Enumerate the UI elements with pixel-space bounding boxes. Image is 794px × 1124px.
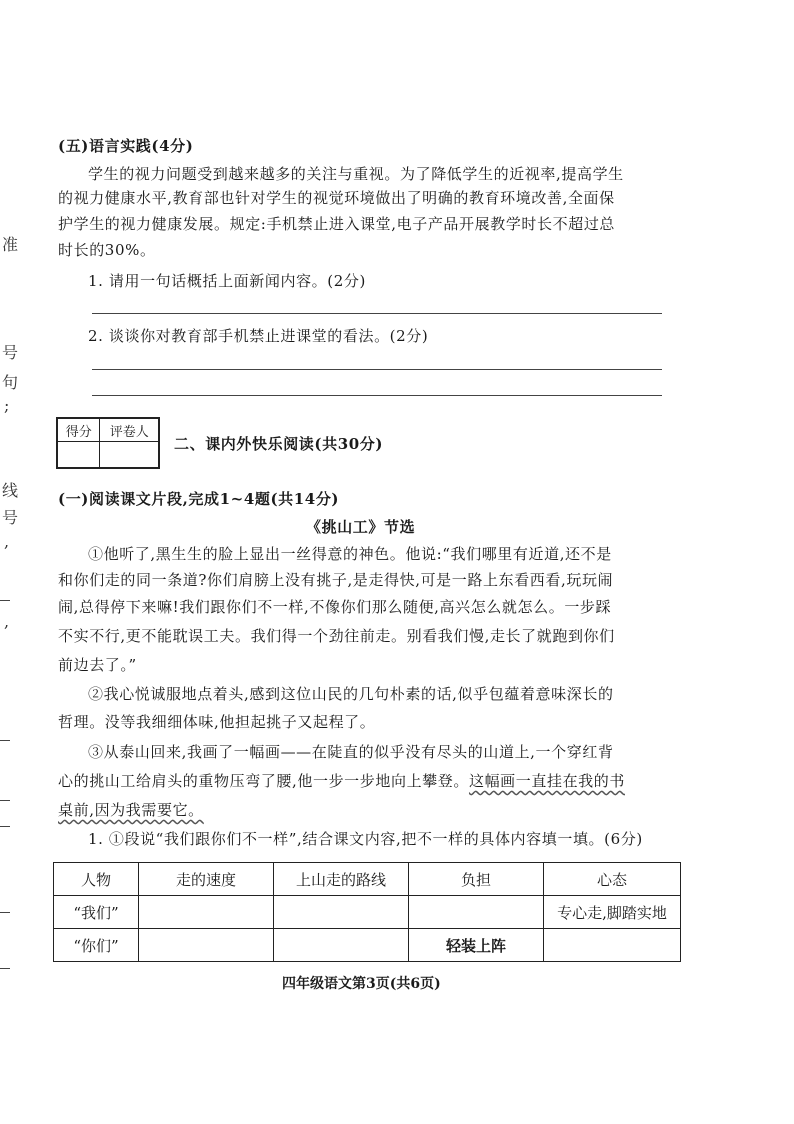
- passage-line: 的视力健康水平,教育部也针对学生的视觉环境做出了明确的教育环境改善,全面保: [58, 189, 615, 207]
- score-cell[interactable]: [58, 442, 100, 468]
- score-label: 得分: [58, 419, 100, 442]
- text-title: 《挑山工》节选: [306, 518, 416, 536]
- fill-in-table: [53, 862, 681, 962]
- subsection-title: (一)阅读课文片段,完成1~4题(共14分): [58, 490, 340, 508]
- margin-mark: 句: [2, 373, 19, 392]
- section-title: (五)语言实践(4分): [58, 137, 194, 155]
- table-cell: 专心走,脚踏实地: [544, 896, 681, 929]
- table-cell[interactable]: [544, 929, 681, 962]
- table-header: 负担: [409, 863, 544, 896]
- answer-line[interactable]: [92, 313, 662, 314]
- para3-line: [58, 771, 625, 791]
- margin-mark: 准: [2, 235, 19, 254]
- table-cell[interactable]: [409, 896, 544, 929]
- table-cell[interactable]: [274, 896, 409, 929]
- table-header-row: [54, 863, 681, 896]
- margin-dash: [0, 800, 10, 801]
- underlined-sentence: 桌前,因为我需要它。: [58, 801, 204, 819]
- table-header: 心态: [544, 863, 681, 896]
- margin-dash: [0, 740, 10, 741]
- para2-line: ②我心悦诚服地点着头,感到这位山民的几句朴素的话,似乎包蕴着意味深长的: [88, 685, 614, 703]
- para3-text: 心的挑山工给肩头的重物压弯了腰,他一步一步地向上攀登。: [58, 772, 469, 790]
- margin-mark: 线: [2, 481, 19, 500]
- score-box: [56, 417, 160, 469]
- page-footer: 四年级语文第3页(共6页): [282, 976, 441, 992]
- table-row: [54, 929, 681, 962]
- passage-line: 学生的视力问题受到越来越多的关注与重视。为了降低学生的近视率,提高学生: [88, 165, 624, 183]
- table-header: 上山走的路线: [274, 863, 409, 896]
- grader-cell[interactable]: [100, 442, 159, 468]
- margin-mark: 号: [2, 508, 19, 527]
- table-header: 走的速度: [139, 863, 274, 896]
- table-cell: “你们”: [54, 929, 139, 962]
- question-1: 1. ①段说“我们跟你们不一样”,结合课文内容,把不一样的具体内容填一填。(6分): [88, 830, 643, 848]
- question-2: 2. 谈谈你对教育部手机禁止进课堂的看法。(2分): [88, 327, 429, 345]
- para1-line: ①他听了,黑生生的脸上显出一丝得意的神色。他说:“我们哪里有近道,还不是: [88, 545, 612, 563]
- table-cell[interactable]: [139, 929, 274, 962]
- para1-line: 闹,总得停下来嘛!我们跟你们不一样,不像你们那么随便,高兴怎么就怎么。一步踩: [58, 598, 612, 616]
- table-cell: “我们”: [54, 896, 139, 929]
- answer-line[interactable]: [92, 369, 662, 370]
- table-header: 人物: [54, 863, 139, 896]
- para1-line: 和你们走的同一条道?你们肩膀上没有挑子,是走得快,可是一路上东看西看,玩玩闹: [58, 571, 614, 589]
- grader-label: 评卷人: [100, 419, 159, 442]
- margin-dash: [0, 600, 10, 601]
- margin-dash: [0, 912, 10, 913]
- para3-line: ③从泰山回来,我画了一幅画——在陡直的似乎没有尽头的山道上,一个穿红背: [88, 743, 614, 761]
- part-title: 二、课内外快乐阅读(共30分): [174, 435, 384, 453]
- table-row: [54, 896, 681, 929]
- margin-mark: ,: [4, 532, 10, 551]
- margin-dash: [0, 826, 10, 827]
- para2-line: 哲理。没等我细细体味,他担起挑子又起程了。: [58, 713, 376, 731]
- passage-line: 护学生的视力健康发展。规定:手机禁止进入课堂,电子产品开展教学时长不超过总: [58, 215, 616, 233]
- margin-mark: 号: [2, 343, 19, 362]
- table-cell[interactable]: [139, 896, 274, 929]
- para1-line: 前边去了。”: [58, 656, 137, 674]
- table-cell[interactable]: [274, 929, 409, 962]
- table-cell: 轻装上阵: [409, 929, 544, 962]
- passage-line: 时长的30%。: [58, 241, 156, 259]
- question-1: 1. 请用一句话概括上面新闻内容。(2分): [88, 272, 366, 290]
- answer-line[interactable]: [92, 395, 662, 396]
- margin-dash: [0, 968, 10, 969]
- underlined-sentence: 这幅画一直挂在我的书: [468, 772, 625, 790]
- margin-mark: ,: [4, 612, 10, 631]
- para1-line: 不实不行,更不能耽误工夫。我们得一个劲往前走。别看我们慢,走长了就跑到你们: [58, 627, 615, 645]
- margin-mark: ;: [4, 396, 10, 415]
